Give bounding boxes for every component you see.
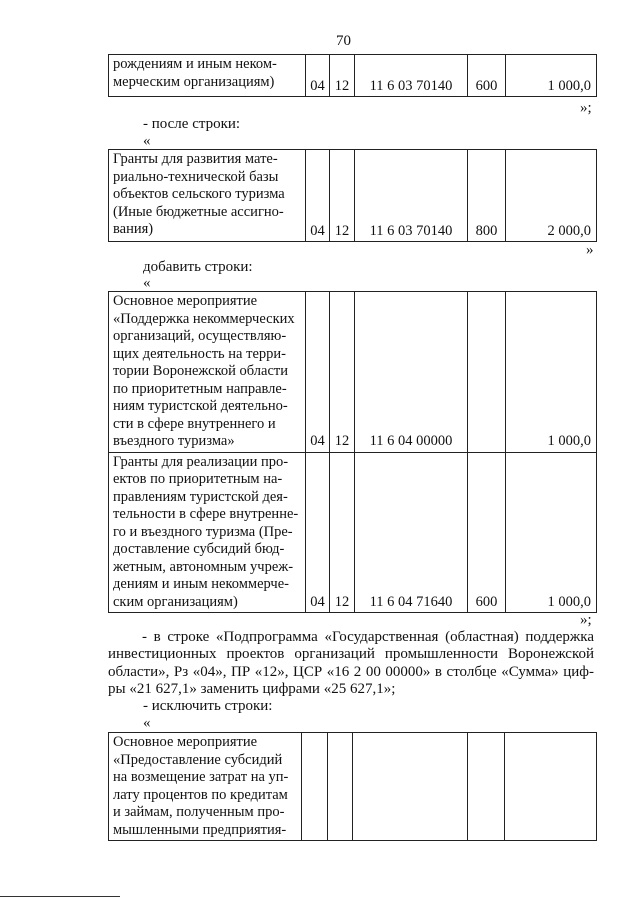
csr-cell: 11 6 03 70140 <box>355 150 468 242</box>
row-description: Гранты для реализации про- ектов по приоритетным на- правлениям туристской дея- тельности в сфере внутренне- го и въездного туризма (Пре- доставление субсидий бюд- жетным, автономным учреж- дениям и иным некоммерче- ским организациям) <box>109 452 306 613</box>
csr-cell <box>353 733 468 841</box>
sum-cell: 1 000,0 <box>506 452 597 613</box>
sum-cell: 1 000,0 <box>506 55 597 97</box>
vr-cell: 600 <box>468 55 506 97</box>
pr-cell: 12 <box>330 55 355 97</box>
pr-cell <box>328 733 353 841</box>
row-description: Гранты для развития мате- риально-технической базы объектов сельского туризма (Иные бюджетные ассигно- вания) <box>109 150 306 242</box>
budget-table-2 <box>108 149 597 242</box>
rz-cell <box>302 733 328 841</box>
vr-cell <box>468 733 505 841</box>
sum-cell <box>505 733 597 841</box>
close-quote: »; <box>580 612 592 628</box>
row-description: Основное мероприятие «Предоставление субсидий на возмещение затрат на уп- лату процентов по кредитам и займам, полученным про- мышленными предприятия- <box>109 733 302 841</box>
rz-cell: 04 <box>306 292 330 453</box>
instruction-exclude-lines: - исключить строки: <box>143 698 273 714</box>
rz-cell: 04 <box>306 55 330 97</box>
close-quote: »; <box>580 100 592 116</box>
page-number: 70 <box>336 33 351 49</box>
csr-cell: 11 6 04 71640 <box>355 452 468 613</box>
table-row <box>109 55 597 97</box>
instruction-add-lines: добавить строки: <box>143 259 253 275</box>
footer-rule <box>0 896 120 897</box>
table-row <box>109 292 597 453</box>
budget-table-4 <box>108 732 597 841</box>
table-row <box>109 733 597 841</box>
sum-cell: 2 000,0 <box>506 150 597 242</box>
rz-cell: 04 <box>306 452 330 613</box>
vr-cell <box>468 292 506 453</box>
close-quote: » <box>586 242 594 258</box>
open-quote: « <box>143 275 151 291</box>
instruction-after-line: - после строки: <box>143 116 241 132</box>
open-quote: « <box>143 715 151 731</box>
open-quote: « <box>143 133 151 149</box>
pr-cell: 12 <box>330 292 355 453</box>
table-row <box>109 150 597 242</box>
csr-cell: 11 6 03 70140 <box>355 55 468 97</box>
row-description: рождениям и иным неком- мерческим организациям) <box>109 55 306 97</box>
sum-cell: 1 000,0 <box>506 292 597 453</box>
rz-cell: 04 <box>306 150 330 242</box>
row-description: Основное мероприятие «Поддержка некоммерческих организаций, осуществляю- щих деятельность на терри- тории Воронежской области по приоритетным направле- ниям туристской деятельно- сти в сфере внутреннего и въездного туризма» <box>109 292 306 453</box>
table-row <box>109 452 597 613</box>
replace-paragraph: - в строке «Подпрограмма «Государственная (областная) поддержка инвестиционных проектов организаций промышленности Воронежской области», Рз «04», ПР «12», ЦСР «16 2 00 00000» в столбце «Сумма» циф-ры «21 627,1» заменить цифрами «25 627,1»; <box>108 629 594 697</box>
pr-cell: 12 <box>330 452 355 613</box>
budget-table-1 <box>108 54 597 97</box>
csr-cell: 11 6 04 00000 <box>355 292 468 453</box>
budget-table-3 <box>108 291 597 613</box>
pr-cell: 12 <box>330 150 355 242</box>
vr-cell: 800 <box>468 150 506 242</box>
vr-cell: 600 <box>468 452 506 613</box>
